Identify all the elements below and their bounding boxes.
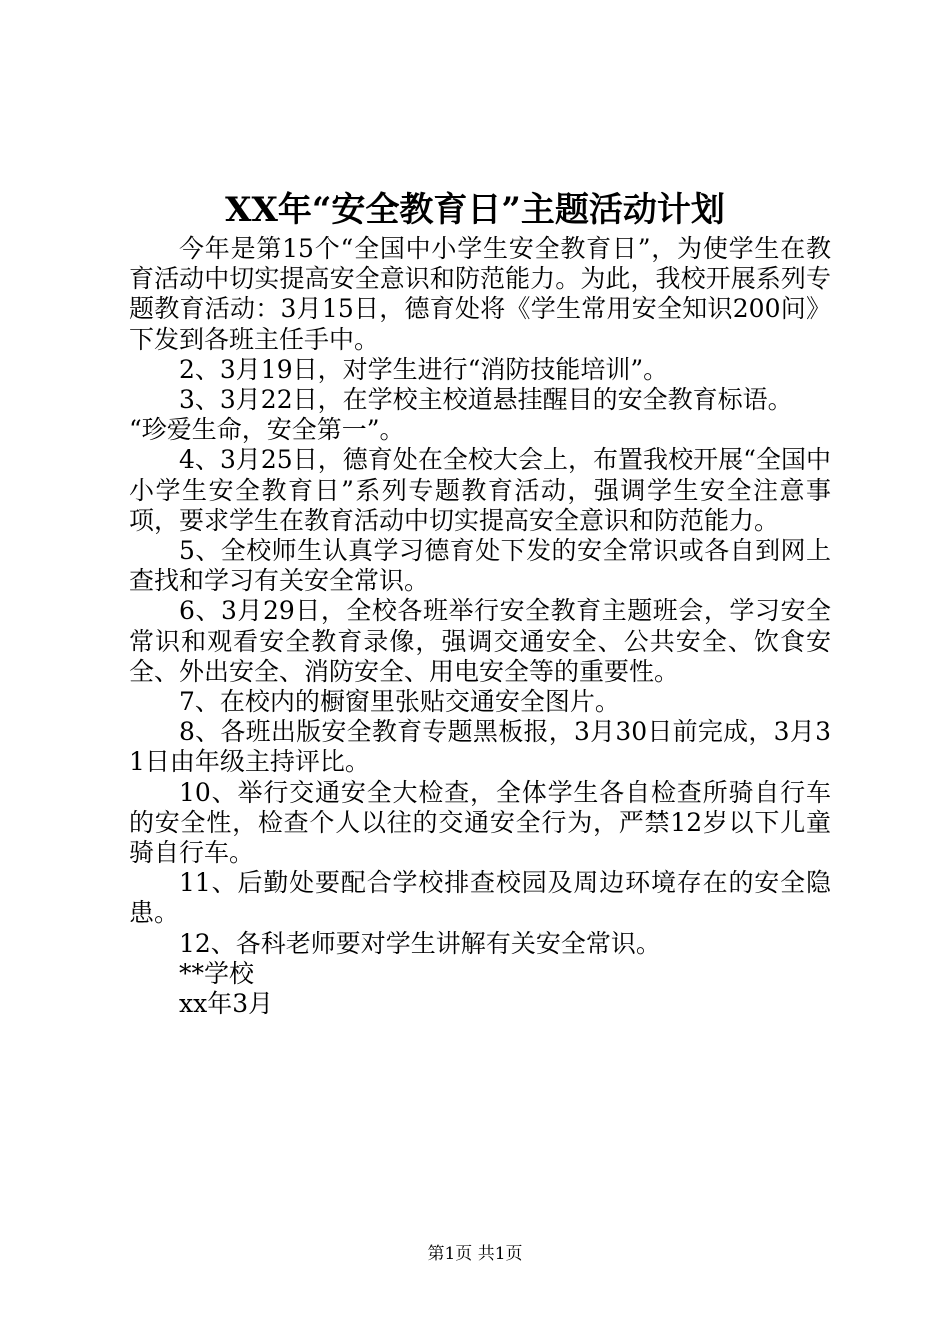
paragraph-item-6: 6、3月29日，全校各班举行安全教育主题班会，学习安全常识和观看安全教育录像，强调交通安全、公共安全、饮食安全、外出安全、消防安全、用电安全等的重要性。	[129, 596, 831, 686]
paragraph-item-5: 5、全校师生认真学习德育处下发的安全常识或各自到网上查找和学习有关安全常识。	[129, 536, 831, 596]
paragraph-item-2: 2、3月19日，对学生进行“消防技能培训”。	[179, 354, 669, 384]
paragraph-item-3: 3、3月22日，在学校主校道悬挂醒目的安全教育标语。	[179, 385, 793, 415]
signature-school: **学校	[179, 958, 255, 988]
paragraph-item-4: 4、3月25日，德育处在全校大会上，布置我校开展“全国中小学生安全教育日”系列专题教育活动，强调学生安全注意事项，要求学生在教育活动中切实提高安全意识和防范能力。	[129, 445, 831, 535]
paragraph-item-12: 12、各科老师要对学生讲解有关安全常识。	[179, 928, 661, 958]
paragraph-intro: 今年是第15个“全国中小学生安全教育日”，为使学生在教育活动中切实提高安全意识和防范能力。为此，我校开展系列专题教育活动：3月15日，德育处将《学生常用安全知识200问》下发到各班主任手中。	[129, 234, 831, 354]
paragraph-item-10: 10、举行交通安全大检查，全体学生各自检查所骑自行车的安全性，检查个人以往的交通安全行为，严禁12岁以下儿童骑自行车。	[129, 777, 831, 868]
paragraph-item-7: 7、在校内的橱窗里张贴交通安全图片。	[179, 687, 620, 717]
signature-date: xx年3月	[179, 989, 274, 1019]
paragraph-item-8: 8、各班出版安全教育专题黑板报，3月30日前完成，3月31日由年级主持评比。	[129, 717, 831, 777]
page-footer: 第1页 共1页	[427, 1244, 523, 1264]
paragraph-slogan: “珍爱生命，安全第一”。	[129, 415, 405, 445]
document-body	[129, 234, 831, 1019]
document-title: XX年“安全教育日”主题活动计划	[225, 190, 725, 230]
paragraph-item-11: 11、后勤处要配合学校排查校园及周边环境存在的安全隐患。	[129, 868, 831, 928]
